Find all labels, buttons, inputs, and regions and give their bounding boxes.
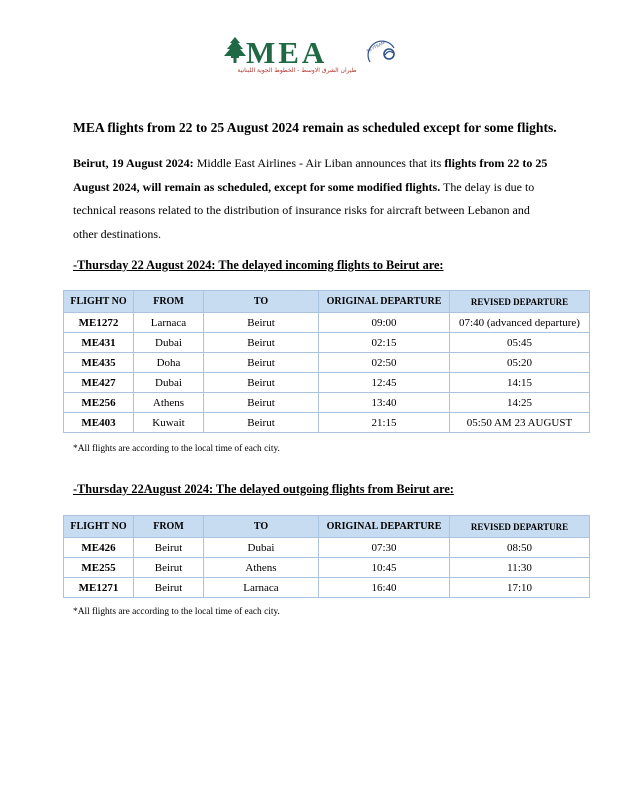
flight-to: Beirut bbox=[204, 333, 319, 353]
original-departure: 02:50 bbox=[319, 353, 450, 373]
body-bold-2: flights from 22 to 25 August 2024, will remain as scheduled, except for some modified flights. bbox=[73, 156, 548, 194]
revised-departure: 05:20 bbox=[450, 353, 590, 373]
table-row bbox=[64, 373, 590, 393]
skyteam-text: SKYTEAM bbox=[365, 40, 386, 54]
original-departure: 12:45 bbox=[319, 373, 450, 393]
flight-number: ME1271 bbox=[64, 578, 134, 598]
body-paragraph bbox=[73, 152, 551, 246]
original-departure: 16:40 bbox=[319, 578, 450, 598]
body-lead: Beirut, 19 August 2024: bbox=[73, 156, 194, 170]
col-original-departure: ORIGINAL DEPARTURE bbox=[319, 516, 450, 538]
flight-from: Kuwait bbox=[134, 413, 204, 433]
revised-departure: 07:40 (advanced departure) bbox=[450, 313, 590, 333]
headline: MEA flights from 22 to 25 August 2024 remain as scheduled except for some flights. bbox=[73, 120, 557, 135]
revised-departure: 14:15 bbox=[450, 373, 590, 393]
original-departure: 13:40 bbox=[319, 393, 450, 413]
incoming-footnote: *All flights are according to the local time of each city. bbox=[73, 444, 280, 454]
flight-number: ME256 bbox=[64, 393, 134, 413]
revised-departure: 05:50 AM 23 AUGUST bbox=[450, 413, 590, 433]
flight-to: Beirut bbox=[204, 393, 319, 413]
logo-arabic-tagline: طيران الشرق الاوسط - الخطوط الجوية اللبنانية bbox=[237, 67, 357, 74]
col-to: TO bbox=[204, 516, 319, 538]
flight-number: ME427 bbox=[64, 373, 134, 393]
flight-from: Beirut bbox=[134, 538, 204, 558]
outgoing-section-title: -Thursday 22August 2024: The delayed outgoing flights from Beirut are: bbox=[73, 482, 454, 496]
flight-to: Dubai bbox=[204, 538, 319, 558]
flight-to: Athens bbox=[204, 558, 319, 578]
col-from: FROM bbox=[134, 516, 204, 538]
table-row bbox=[64, 538, 590, 558]
original-departure: 09:00 bbox=[319, 313, 450, 333]
table-row bbox=[64, 578, 590, 598]
flight-from: Larnaca bbox=[134, 313, 204, 333]
revised-departure: 11:30 bbox=[450, 558, 590, 578]
incoming-flights-table bbox=[63, 290, 590, 433]
flight-from: Beirut bbox=[134, 578, 204, 598]
original-departure: 10:45 bbox=[319, 558, 450, 578]
skyteam-icon bbox=[364, 40, 398, 66]
table-row bbox=[64, 558, 590, 578]
flight-number: ME431 bbox=[64, 333, 134, 353]
flight-to: Beirut bbox=[204, 313, 319, 333]
revised-departure: 05:45 bbox=[450, 333, 590, 353]
col-flight-no: FLIGHT NO bbox=[64, 516, 134, 538]
col-original-departure: ORIGINAL DEPARTURE bbox=[319, 291, 450, 313]
col-revised-departure: REVISED DEPARTURE bbox=[450, 291, 590, 313]
flight-to: Beirut bbox=[204, 353, 319, 373]
flight-number: ME426 bbox=[64, 538, 134, 558]
flight-to: Larnaca bbox=[204, 578, 319, 598]
col-to: TO bbox=[204, 291, 319, 313]
outgoing-flights-table bbox=[63, 515, 590, 598]
flight-number: ME435 bbox=[64, 353, 134, 373]
table-row bbox=[64, 333, 590, 353]
body-text-1: Middle East Airlines - Air Liban announces that its bbox=[193, 156, 445, 170]
col-from: FROM bbox=[134, 291, 204, 313]
table-row bbox=[64, 393, 590, 413]
original-departure: 07:30 bbox=[319, 538, 450, 558]
table-header-row bbox=[64, 291, 590, 313]
table-header-row bbox=[64, 516, 590, 538]
original-departure: 02:15 bbox=[319, 333, 450, 353]
mea-logo bbox=[216, 34, 402, 80]
mea-wordmark: MEA bbox=[246, 35, 328, 70]
flight-to: Beirut bbox=[204, 373, 319, 393]
flight-from: Dubai bbox=[134, 333, 204, 353]
flight-number: ME255 bbox=[64, 558, 134, 578]
flight-number: ME1272 bbox=[64, 313, 134, 333]
outgoing-footnote: *All flights are according to the local time of each city. bbox=[73, 607, 280, 617]
table-row bbox=[64, 413, 590, 433]
flight-to: Beirut bbox=[204, 413, 319, 433]
revised-departure: 14:25 bbox=[450, 393, 590, 413]
incoming-section-title: -Thursday 22 August 2024: The delayed incoming flights to Beirut are: bbox=[73, 258, 444, 272]
col-revised-departure: REVISED DEPARTURE bbox=[450, 516, 590, 538]
flight-from: Dubai bbox=[134, 373, 204, 393]
table-row bbox=[64, 353, 590, 373]
flight-number: ME403 bbox=[64, 413, 134, 433]
original-departure: 21:15 bbox=[319, 413, 450, 433]
body-text-3: The delay is due to technical reasons related to the distribution of insurance risks for aircraft between Lebanon and other destinations. bbox=[73, 179, 535, 241]
flight-from: Beirut bbox=[134, 558, 204, 578]
cedar-tree-icon bbox=[222, 36, 248, 66]
revised-departure: 17:10 bbox=[450, 578, 590, 598]
revised-departure: 08:50 bbox=[450, 538, 590, 558]
flight-from: Athens bbox=[134, 393, 204, 413]
col-flight-no: FLIGHT NO bbox=[64, 291, 134, 313]
table-row bbox=[64, 313, 590, 333]
flight-from: Doha bbox=[134, 353, 204, 373]
